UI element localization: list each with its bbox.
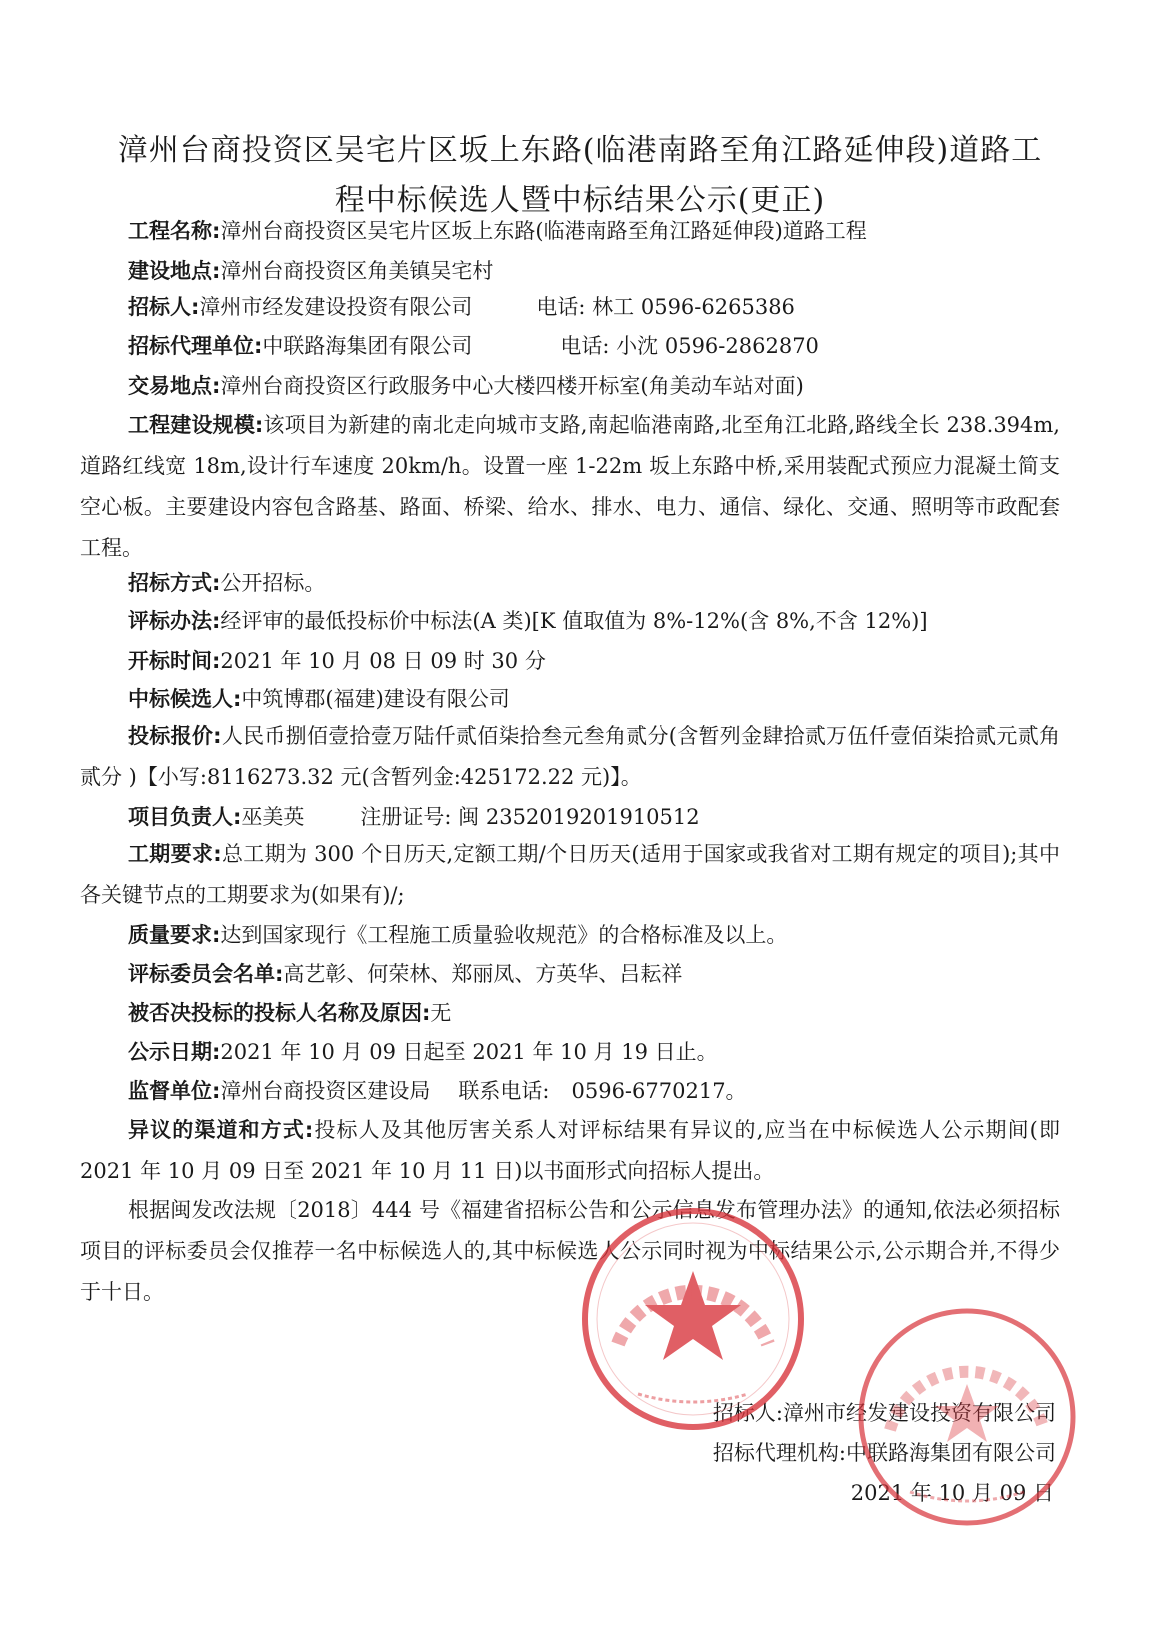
evaluation-label: 评标办法: <box>128 609 221 633</box>
committee-label: 评标委员会名单: <box>128 962 284 986</box>
venue-label: 交易地点: <box>128 374 221 398</box>
bid-price-value: 人民币捌佰壹拾壹万陆仟贰佰柒拾叁元叁角贰分(含暂列金肆拾贰万伍仟壹佰柒拾贰元贰角贰分 )【小写:8116273.32 元(含暂列金:425172.22 元)】。 <box>80 724 1060 789</box>
candidate-label: 中标候选人: <box>128 687 242 711</box>
rejected-value: 无 <box>430 1001 452 1025</box>
title-line-1: 漳州台商投资区吴宅片区坂上东路(临港南路至角江路延伸段)道路工 <box>117 133 1043 168</box>
duration-value: 总工期为 300 个日历天,定额工期/个日历天(适用于国家或我省对工期有规定的项目);其中各关键节点的工期要求为(如果有)/; <box>80 842 1060 907</box>
field-location <box>128 251 1058 291</box>
agency-label: 招标代理单位: <box>128 334 263 358</box>
tenderer-phone: 林工 0596-6265386 <box>592 295 795 319</box>
agency-phone: 小沈 0596-2862870 <box>616 334 819 358</box>
rejected-label: 被否决投标的投标人名称及原因: <box>128 1001 431 1025</box>
field-committee <box>128 954 1058 994</box>
scale-value: 该项目为新建的南北走向城市支路,南起临港南路,北至角江北路,路线全长 238.394m,道路红线宽 18m,设计行车速度 20km/h。设置一座 1-22m 坂上东路中桥,采用装配式预应力混凝土简支空心板。主要建设内容包含路基、路面、桥梁、给水、排水、电力、通信、绿化、交通、照明等市政配套工程。 <box>80 413 1060 560</box>
field-project-name <box>128 211 1058 251</box>
title-line-2: 程中标候选人暨中标结果公示(更正) <box>334 183 826 218</box>
supervisor-phone: 0596-6770217。 <box>571 1079 747 1103</box>
candidate-value: 中筑博郡(福建)建设有限公司 <box>241 687 510 711</box>
committee-value: 高艺彰、何荣林、郑丽凤、方英华、吕耘祥 <box>283 962 683 986</box>
evaluation-value: 经评审的最低投标价中标法(A 类)[K 值取值为 8%-12%(含 8%,不含 12%)] <box>220 609 928 633</box>
manager-value: 巫美英 <box>241 805 305 829</box>
manager-reg-label: 注册证号: <box>360 805 452 829</box>
publicity-label: 公示日期: <box>128 1040 221 1064</box>
field-agency <box>128 326 1058 366</box>
field-tenderer <box>128 287 1058 327</box>
field-quality <box>128 915 1058 955</box>
project-name-value: 漳州台商投资区吴宅片区坂上东路(临港南路至角江路延伸段)道路工程 <box>220 219 867 243</box>
field-objection <box>80 1110 1060 1192</box>
tenderer-phone-label: 电话: <box>536 295 586 319</box>
signature-tenderer: 招标人:漳州市经发建设投资有限公司 <box>712 1401 1056 1425</box>
duration-label: 工期要求: <box>128 842 222 866</box>
objection-label: 异议的渠道和方式: <box>128 1118 314 1142</box>
field-manager <box>128 797 1058 837</box>
agency-value: 中联路海集团有限公司 <box>262 334 473 358</box>
method-value: 公开招标。 <box>220 571 326 595</box>
manager-reg: 闽 2352019201910512 <box>458 805 700 829</box>
objection-value: 投标人及其他厉害关系人对评标结果有异议的,应当在中标候选人公示期间(即 2021 年 10 月 09 日至 2021 年 10 月 11 日)以书面形式向招标人提出。 <box>80 1118 1060 1183</box>
field-candidate <box>128 679 1058 719</box>
field-venue <box>128 366 1058 406</box>
supervisor-label: 监督单位: <box>128 1079 221 1103</box>
field-open-time <box>128 641 1058 681</box>
note-paragraph: 根据闽发改法规〔2018〕444 号《福建省招标公告和公示信息发布管理办法》的通知,依法必须招标项目的评标委员会仅推荐一名中标候选人的,其中标候选人公示同时视为中标结果公示,公示期合并,不得少于十日。 <box>80 1198 1060 1304</box>
supervisor-phone-label: 联系电话: <box>458 1079 550 1103</box>
tenderer-label: 招标人: <box>128 295 200 319</box>
open-time-label: 开标时间: <box>128 649 221 673</box>
location-label: 建设地点: <box>128 259 221 283</box>
location-value: 漳州台商投资区角美镇吴宅村 <box>220 259 494 283</box>
field-supervisor <box>128 1071 1058 1111</box>
project-name-label: 工程名称: <box>128 219 221 243</box>
signature-agency: 招标代理机构:中联路海集团有限公司 <box>712 1441 1056 1465</box>
scale-label: 工程建设规模: <box>128 413 264 437</box>
manager-label: 项目负责人: <box>128 805 242 829</box>
supervisor-value: 漳州台商投资区建设局 <box>220 1079 431 1103</box>
field-evaluation <box>128 601 1058 641</box>
method-label: 招标方式: <box>128 571 221 595</box>
bid-price-label: 投标报价: <box>128 724 222 748</box>
field-bid-price <box>80 716 1060 798</box>
publicity-value: 2021 年 10 月 09 日起至 2021 年 10 月 19 日止。 <box>220 1040 718 1064</box>
venue-value: 漳州台商投资区行政服务中心大楼四楼开标室(角美动车站对面) <box>220 374 804 398</box>
quality-label: 质量要求: <box>128 923 221 947</box>
tenderer-value: 漳州市经发建设投资有限公司 <box>199 295 473 319</box>
field-publicity <box>128 1032 1058 1072</box>
signature-date: 2021 年 10 月 09 日 <box>850 1481 1054 1505</box>
field-method <box>128 563 1058 603</box>
agency-phone-label: 电话: <box>560 334 610 358</box>
open-time-value: 2021 年 10 月 08 日 09 时 30 分 <box>220 649 546 673</box>
field-rejected <box>128 993 1058 1033</box>
field-scale <box>80 405 1060 569</box>
quality-value: 达到国家现行《工程施工质量验收规范》的合格标准及以上。 <box>220 923 788 947</box>
field-duration <box>80 834 1060 916</box>
